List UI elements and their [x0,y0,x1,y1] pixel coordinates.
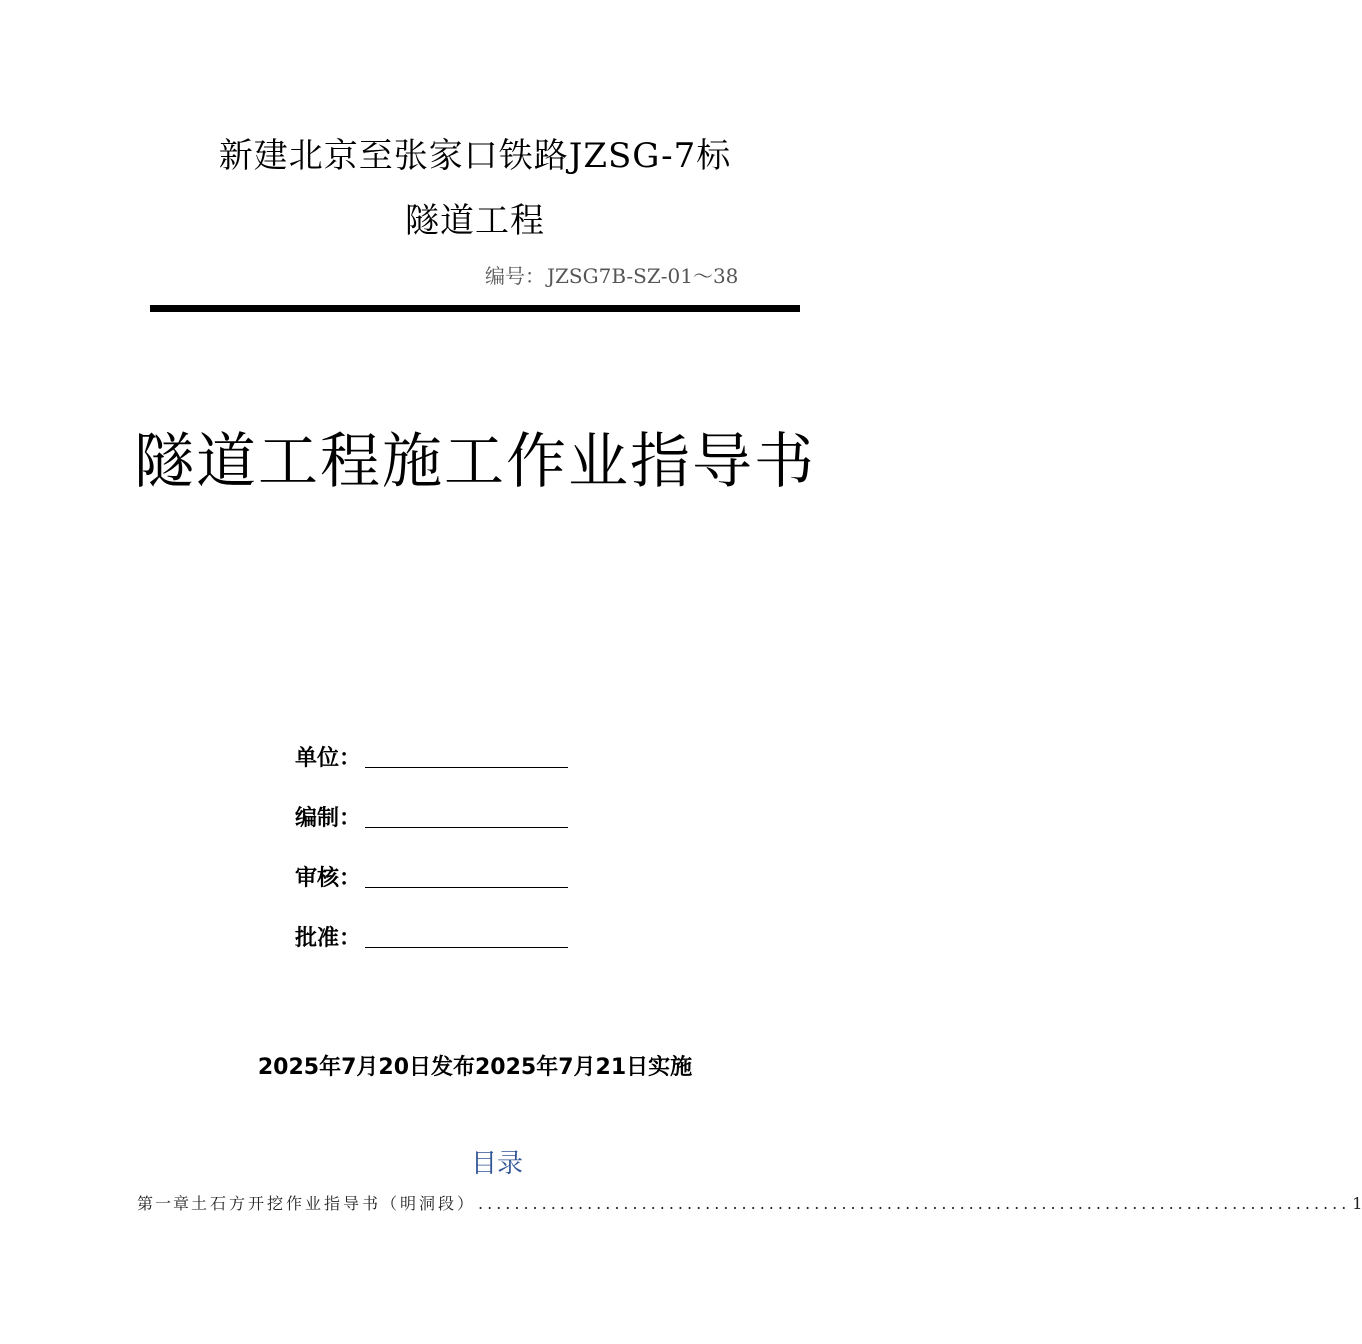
toc-entry[interactable] [137,1191,1362,1217]
signature-reviewer [295,860,568,892]
signature-blank-line [365,826,568,828]
header-rule [150,305,800,312]
document-number [485,260,738,289]
document-title: 隧道工程施工作业指导书 [134,427,816,497]
toc-page-number: 1 [1352,1194,1362,1213]
project-title: 新建北京至张家口铁路JZSG-7标 [218,136,732,176]
document-number-label: 编号： [485,264,545,288]
document-number-value: JZSG7B-SZ-01～38 [547,264,739,288]
issue-dates: 2025年7月20日发布2025年7月21日实施 [257,1055,693,1080]
signature-label: 批准： [295,926,362,951]
signature-label: 编制： [295,806,362,831]
signature-label: 审核： [295,866,362,891]
toc-dot-leader: ................................................................................................ [478,1194,1351,1213]
signature-blank-line [365,766,568,768]
toc-heading: 目录 [470,1149,523,1179]
toc-entry-title: 土石方开挖作业指导书（明洞段） [191,1194,477,1213]
signature-blank-line [365,886,568,888]
signature-unit [295,740,568,772]
project-subtitle: 隧道工程 [405,201,545,241]
signature-compiler [295,800,568,832]
signature-blank-line [365,946,568,948]
signature-approver [295,920,568,952]
toc-chapter: 第一章 [137,1194,192,1213]
signature-label: 单位： [295,746,362,771]
